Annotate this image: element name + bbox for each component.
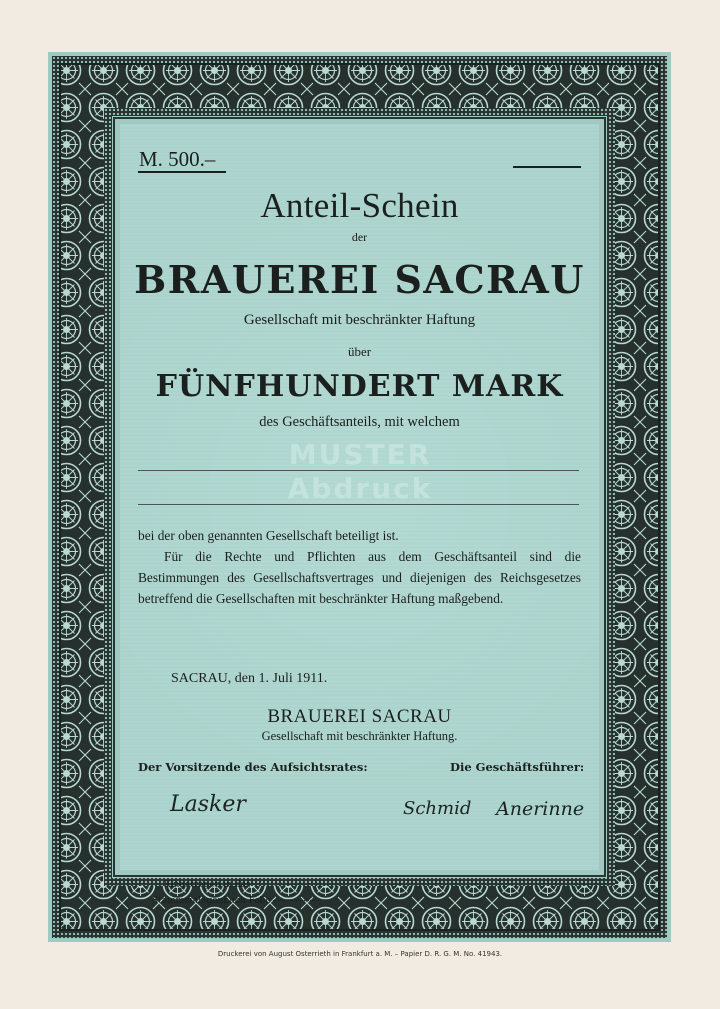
place-date: SACRAU, den 1. Juli 1911.	[171, 671, 328, 686]
watermark-line2: Abdruck	[287, 472, 433, 505]
issuer-name: BRAUEREI SACRAU	[267, 706, 452, 727]
connector-der: der	[351, 230, 368, 244]
register-folio-line	[273, 900, 319, 901]
connector-ueber: über	[347, 344, 372, 359]
company-name: BRAUEREI SACRAU	[134, 257, 585, 302]
register-line-1: Eingetragen in das	[164, 880, 251, 890]
denomination: M. 500.–	[139, 147, 216, 171]
rights-text: Für die Rechte und Pflichten aus dem Geschäftsanteil sind die Bestimmungen des Gesellschaftsvertrages und diejenigen des Reichsgesetzes betreffend die Gesellschaften mit beschränkter Haftung maßgebend.	[138, 549, 581, 606]
managers-label: Die Geschäftsführer:	[450, 760, 585, 774]
printer-note: Druckerei von August Osterrieth in Frankfurt a. M. – Papier D. R. G. M. No. 41943.	[217, 950, 503, 958]
holder-name-line	[138, 470, 579, 471]
certificate-text-field	[120, 124, 599, 906]
amount-in-words: FÜNFHUNDERT MARK	[155, 369, 564, 404]
chairman-label: Der Vorsitzende des Aufsichtsrates:	[138, 760, 368, 774]
issuer-form: Gesellschaft mit beschränkter Haftung.	[261, 729, 458, 743]
signature-manager-1: Schmid	[403, 798, 472, 819]
share-certificate	[48, 52, 671, 942]
register-line-2	[152, 896, 319, 906]
participation-text: bei der oben genannten Gesellschaft beteiligt ist.	[138, 528, 399, 543]
signature-manager-2: Anerinne	[496, 798, 585, 820]
certificate-title: Anteil-Schein	[260, 186, 459, 225]
register-label: Stammeinlagenbuch Folio	[152, 896, 271, 906]
share-clause: des Geschäftsanteils, mit welchem	[259, 414, 460, 430]
holder-address-line	[138, 504, 579, 505]
denomination-underline	[138, 171, 226, 173]
signature-chairman: Lasker	[170, 792, 246, 817]
company-form: Gesellschaft mit beschränkter Haftung	[243, 312, 476, 328]
serial-number-line	[513, 166, 581, 168]
watermark-line1: MUSTER	[288, 438, 432, 471]
